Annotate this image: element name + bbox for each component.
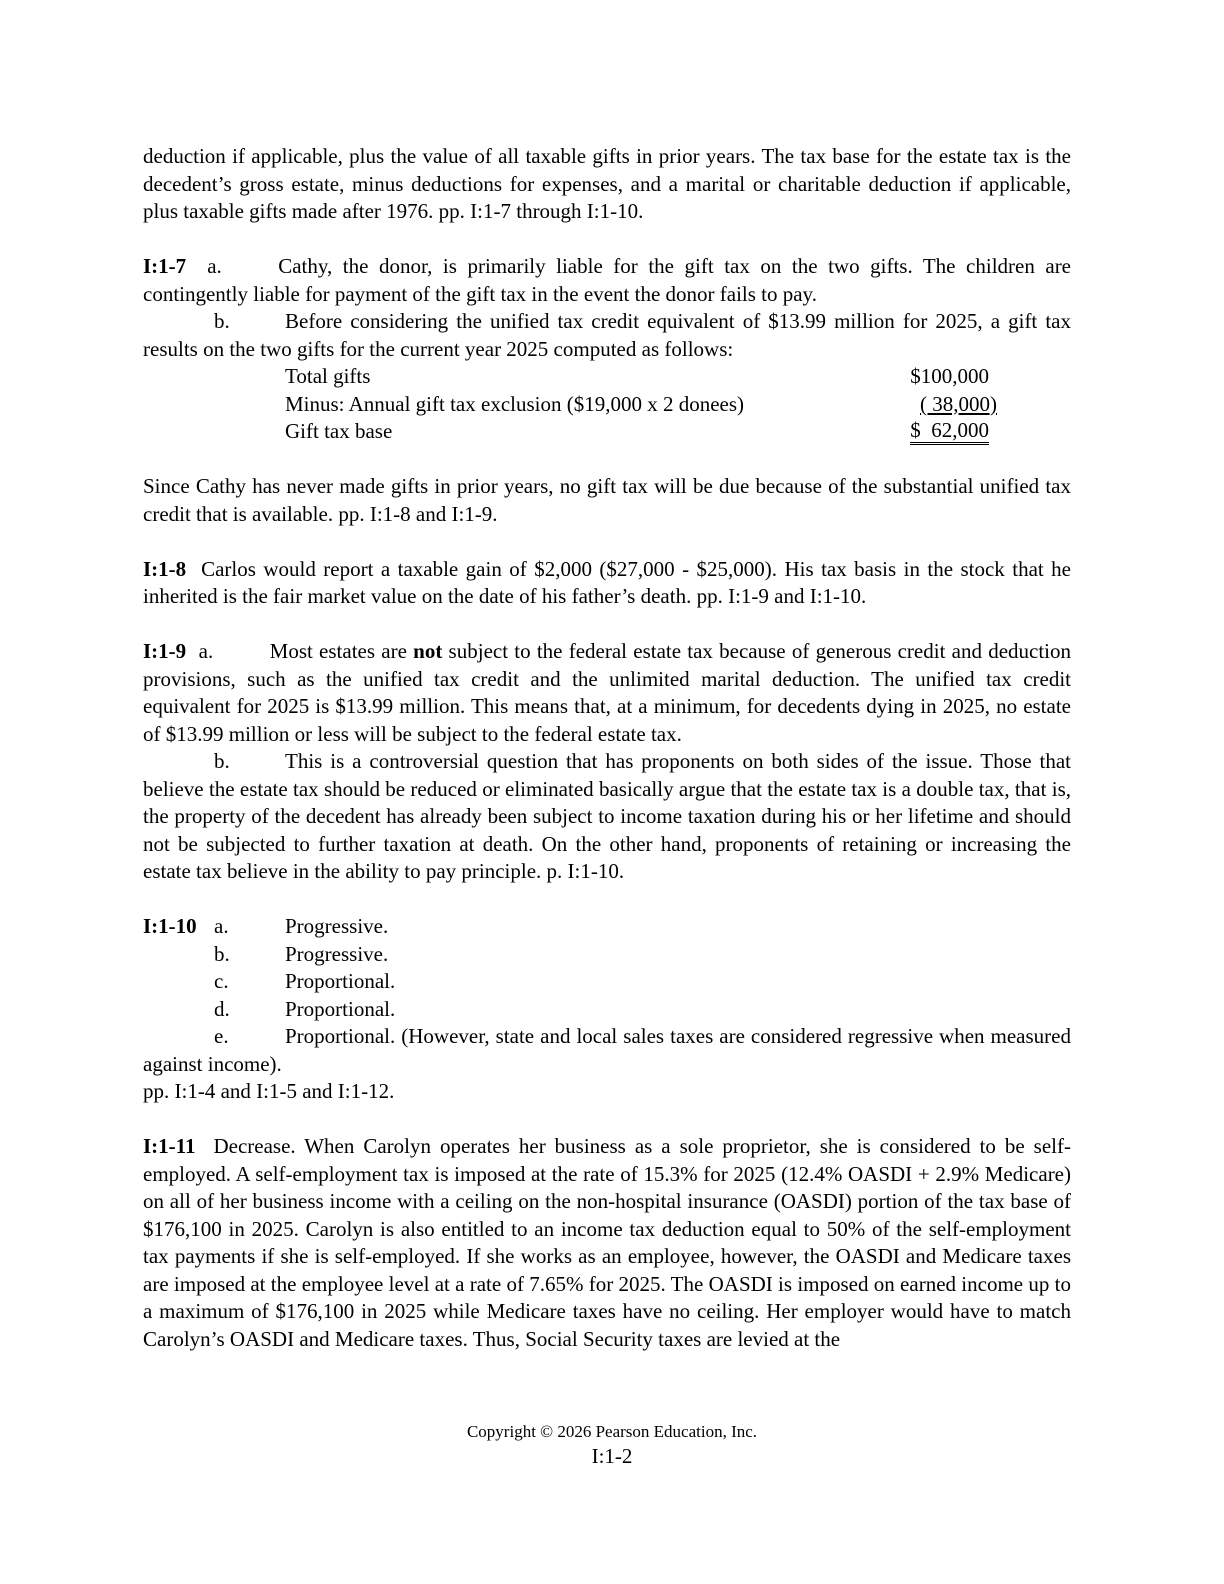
page-number: I:1-2	[591, 1444, 633, 1468]
question-7-b-label: b.	[214, 309, 230, 333]
question-7-part-b	[143, 308, 1071, 363]
question-8-text: Carlos would report a taxable gain of $2,000 ($27,000 - $25,000). His tax basis in the stock that he inherited is the fair market value on the date of his father’s death. pp. I:1-9 and I:1-10.	[143, 556, 1071, 608]
question-7-part-a	[143, 253, 1071, 308]
question-9-a-label: a.	[198, 639, 214, 663]
item-label: a.	[214, 914, 229, 938]
question-10-item-a	[143, 913, 1071, 941]
question-8	[143, 556, 1071, 611]
question-7-b-text: Before considering the unified tax credit equivalent of $13.99 million for 2025, a gift tax results on the two gifts for the current year 2025 computed as follows:	[143, 309, 1071, 361]
question-8-id: I:1-8	[143, 556, 187, 581]
question-9-a-post: subject to the federal estate tax because of generous credit and deduction provisions, such as the unified tax credit and the unlimited marital deduction. The unified tax credit equivalent for 2025 is $13.99 million. This means that, at a minimum, for decedents dying in 2025, no estate of $13.99 million or less will be subject to the federal estate tax.	[143, 639, 1072, 746]
question-10-item-b	[143, 941, 1071, 969]
question-9-a-bold: not	[413, 639, 443, 663]
question-9-b-text: This is a controversial question that has proponents on both sides of the issue. Those that believe the estate tax should be reduced or eliminated basically argue that the estate tax is a double tax, that is, the property of the decedent has already been subject to income taxation during his or her lifetime and should not be subjected to further taxation at death. On the other hand, proponents of retaining or increasing the estate tax believe in the ability to pay principle. p. I:1-10.	[143, 749, 1071, 883]
item-text: Progressive.	[285, 941, 389, 966]
document-page	[143, 143, 1071, 1353]
item-text: Progressive.	[285, 914, 389, 938]
intro-paragraph: deduction if applicable, plus the value of all taxable gifts in prior years. The tax base for the estate tax is the decedent’s gross estate, minus deductions for expenses, and a marital or charitable deduction if applicable, plus taxable gifts made after 1976. pp. I:1-7 through I:1-10.	[143, 144, 1071, 223]
question-7-a-label: a.	[207, 254, 222, 278]
question-10-item-d	[143, 996, 1071, 1024]
question-11-text: Decrease. When Carolyn operates her business as a sole proprietor, she is considered to be self-employed. A self-employment tax is imposed at the rate of 15.3% for 2025 (12.4% OASDI + 2.9% Medicare) on all of her business income with a ceiling on the non-hospital insurance (OASDI) portion of the tax base of $176,100 in 2025. Carolyn is also entitled to an income tax deduction equal to 50% of the self-employment tax payments if she is self-employed. If she works as an employee, however, the OASDI and Medicare taxes are imposed at the employee level at a rate of 7.65% for 2025. The OASDI is imposed on earned income up to a maximum of $176,100 in 2025 while Medicare taxes have no ceiling. Her employer would have to match Carolyn’s OASDI and Medicare taxes. Thus, Social Security taxes are levied at the	[143, 1134, 1072, 1351]
item-label: e.	[214, 1024, 229, 1048]
calc-label: Minus: Annual gift tax exclusion ($19,000 x 2 donees)	[285, 391, 745, 416]
question-9-part-b	[143, 748, 1071, 886]
calc-amount: $ 62,000	[910, 418, 989, 445]
question-9-a-pre: Most estates are	[269, 639, 414, 663]
question-7-conclusion: Since Cathy has never made gifts in prior years, no gift tax will be due because of the substantial unified tax credit that is available. pp. I:1-8 and I:1-9.	[143, 474, 1071, 526]
question-10-refs: pp. I:1-4 and I:1-5 and I:1-12.	[143, 1079, 395, 1103]
calc-label: Gift tax base	[285, 419, 393, 443]
calc-amount: ( 38,000)	[920, 391, 997, 416]
calc-row-exclusion	[143, 391, 1071, 419]
question-11	[143, 1133, 1071, 1353]
question-11-id: I:1-11	[143, 1134, 196, 1158]
question-9-b-label: b.	[214, 749, 230, 773]
question-7-a-text: Cathy, the donor, is primarily liable for the gift tax on the two gifts. The children are contingently liable for payment of the gift tax in the event the donor fails to pay.	[143, 254, 1072, 306]
calc-row-gift-tax-base	[143, 418, 1071, 446]
calc-label: Total gifts	[285, 364, 371, 388]
item-text: Proportional.	[285, 996, 396, 1021]
question-9-part-a	[143, 638, 1071, 748]
copyright-notice: Copyright © 2026 Pearson Education, Inc.	[466, 1422, 758, 1441]
item-text: Proportional.	[285, 969, 396, 993]
item-label: d.	[214, 996, 230, 1021]
question-10-item-e	[143, 1023, 1071, 1078]
question-10-item-c	[143, 968, 1071, 996]
question-9-id: I:1-9	[143, 639, 187, 663]
question-7-id: I:1-7	[143, 254, 187, 278]
item-label: c.	[214, 969, 229, 993]
item-label: b.	[214, 941, 230, 966]
item-text: Proportional. (However, state and local sales taxes are considered regressive when measured against income).	[143, 1024, 1071, 1076]
calc-amount: $100,000	[910, 364, 989, 388]
question-10-id: I:1-10	[143, 914, 197, 938]
calc-row-total-gifts	[143, 363, 1071, 391]
